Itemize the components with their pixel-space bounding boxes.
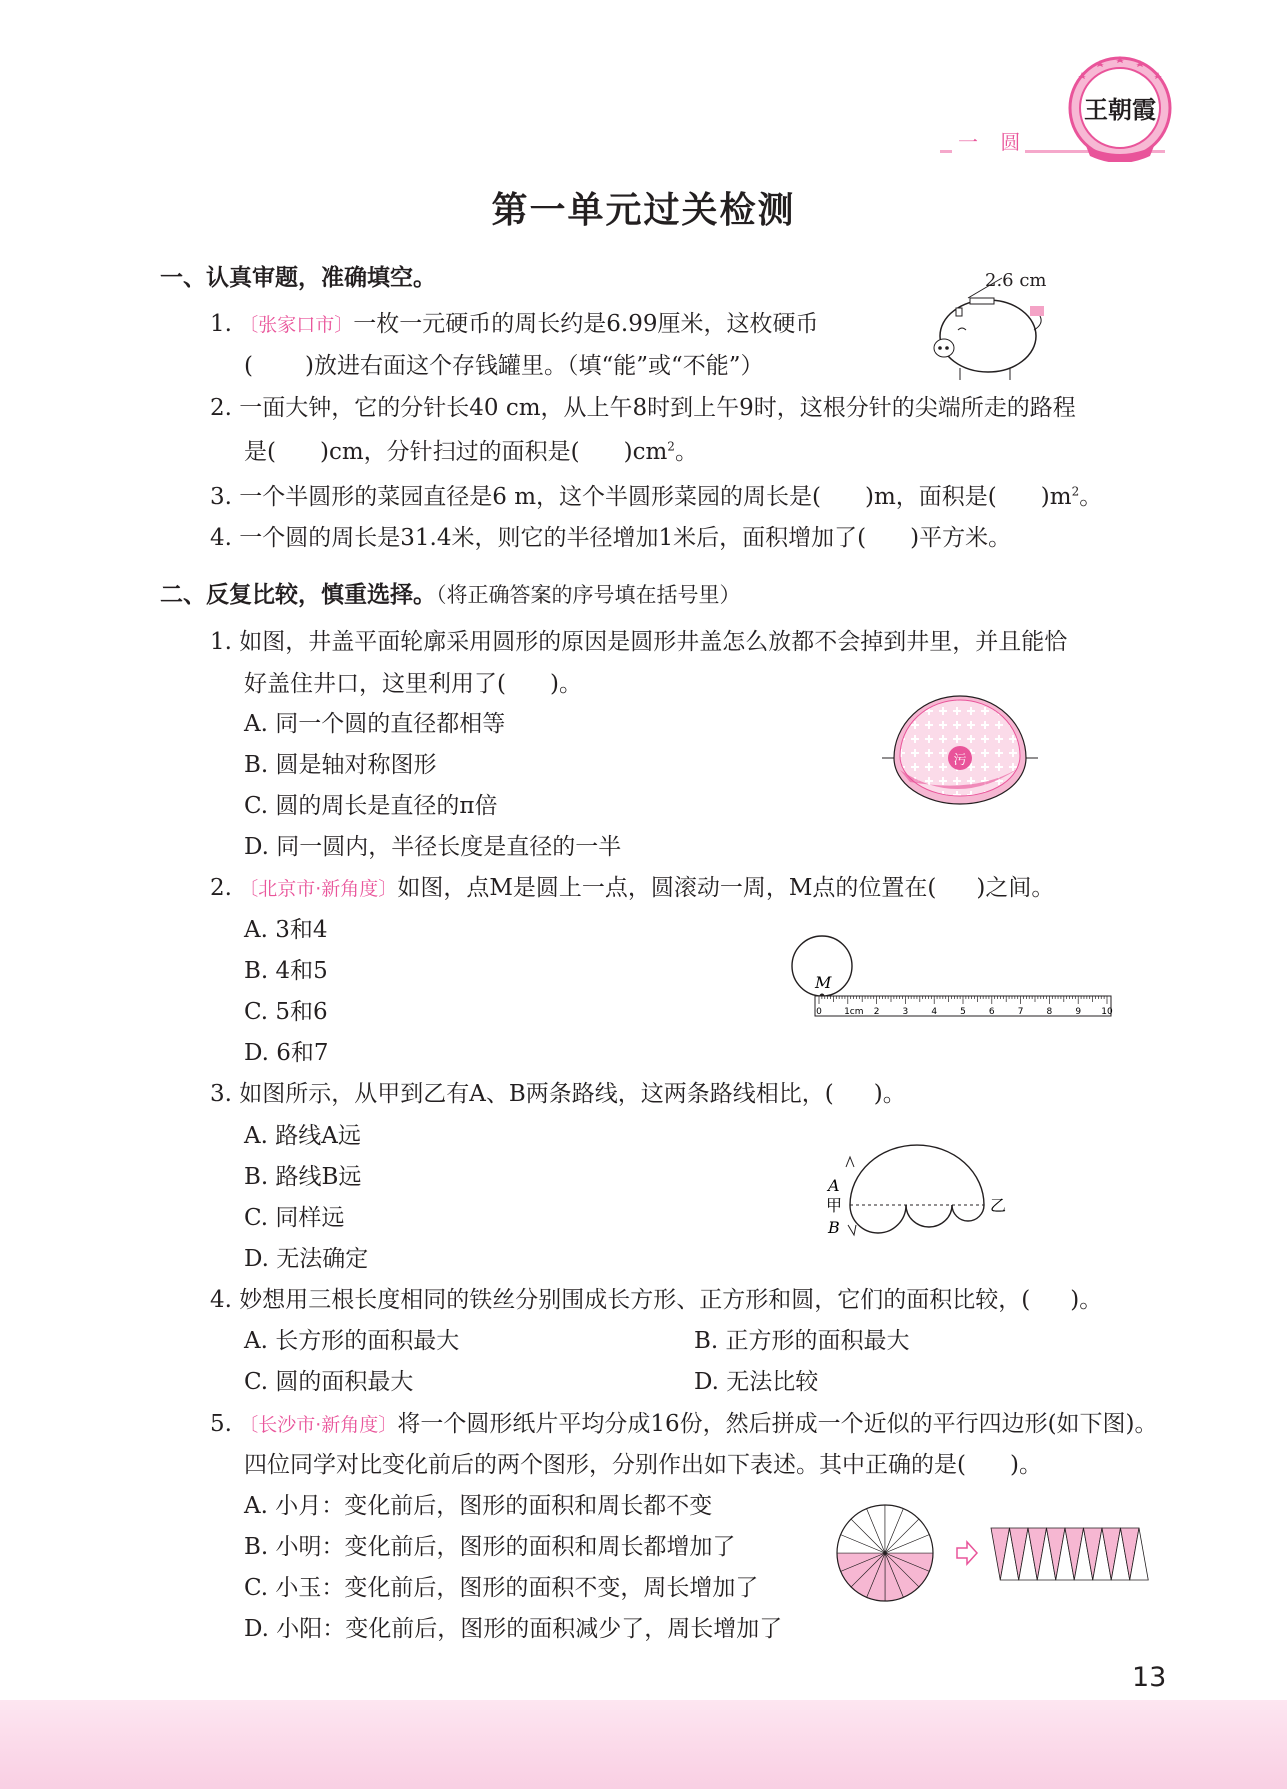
ruler-label: 7 <box>1017 1007 1024 1017</box>
s2-q2-line <box>210 872 1054 905</box>
header-rule-left <box>940 150 952 153</box>
section-2-note: （将正确答案的序号填在括号里） <box>436 583 741 607</box>
s2-q5-tag: 〔长沙市·新角度〕 <box>239 1414 398 1436</box>
s2-q3-line <box>210 1078 906 1110</box>
s1-q2-b: )cm，分针扫过的面积是( <box>319 439 580 465</box>
s1-q2-sup: 2 <box>667 439 675 454</box>
s2-q3-option-c: C. 同样远 <box>244 1205 345 1231</box>
s2-q5-line1 <box>210 1408 1158 1441</box>
route-a-label: A <box>828 1176 840 1195</box>
ruler-label: 3 <box>902 1007 909 1017</box>
s1-q3-line <box>210 481 1102 513</box>
manhole-label: 污 <box>953 753 967 768</box>
s1-q1-text1: 一枚一元硬币的周长约是6.99厘米，这枚硬币 <box>353 311 819 337</box>
s2-q5-b: )。 <box>1009 1452 1042 1478</box>
s2-q1-a: 好盖住井口，这里利用了( <box>244 671 506 697</box>
s2-q2-option-a: A. 3和4 <box>244 917 328 943</box>
s2-q1-num: 1. <box>210 629 232 655</box>
s2-q2-b: )之间。 <box>976 875 1055 901</box>
s2-q2-a: 如图，点M是圆上一点，圆滚动一周，M点的位置在( <box>397 875 937 901</box>
s2-q5-a: 四位同学对比变化前后的两个图形，分别作出如下表述。其中正确的是( <box>244 1452 966 1478</box>
s2-q4-line <box>210 1284 1102 1316</box>
ruler-label: 6 <box>988 1007 995 1017</box>
point-yi-label: 乙 <box>990 1196 1007 1215</box>
s2-q4-num: 4. <box>210 1287 232 1313</box>
ruler-label: 10 <box>1101 1007 1113 1017</box>
section-2-title: 二、反复比较，慎重选择。 <box>160 582 436 608</box>
s2-q4-b: )。 <box>1070 1287 1103 1313</box>
s2-q4-option-d: D. 无法比较 <box>694 1369 819 1395</box>
s1-q2-line1 <box>210 392 1076 424</box>
s2-q3-option-b: B. 路线B远 <box>244 1164 362 1190</box>
s2-q3-a: 如图所示，从甲到乙有A、B两条路线，这两条路线相比，( <box>239 1081 834 1107</box>
s2-q5-text1: 将一个圆形纸片平均分成16份，然后拼成一个近似的平行四边形(如下图)。 <box>397 1411 1158 1437</box>
s2-q5-option-b: B. 小明：变化前后，图形的面积和周长都增加了 <box>244 1534 736 1560</box>
unit-label: 一 圆 <box>958 130 1029 154</box>
point-m-label: M <box>815 973 832 992</box>
s2-q1-option-d: D. 同一圆内，半径长度是直径的一半 <box>244 834 622 860</box>
s2-q5-line2 <box>244 1449 1042 1481</box>
section-1-heading: 一、认真审题，准确填空。 <box>160 265 436 291</box>
ruler-label: 5 <box>960 1007 966 1017</box>
page-number: 13 <box>1132 1662 1167 1693</box>
route-b-label: B <box>828 1218 840 1237</box>
s1-q1-num: 1. <box>210 311 232 337</box>
s2-q1-b: )。 <box>549 671 582 697</box>
ruler-label: 8 <box>1046 1007 1053 1017</box>
s1-q2-end: 。 <box>674 439 698 465</box>
s1-q4-num: 4. <box>210 525 232 551</box>
s1-q3-c: )m <box>1040 484 1072 510</box>
piggy-slot-label: 2.6 cm <box>985 270 1047 291</box>
s1-q4-a: 一个圆的周长是31.4米，则它的半径增加1米后，面积增加了( <box>239 525 867 551</box>
s2-q2-num: 2. <box>210 875 232 901</box>
s2-q5-option-c: C. 小玉：变化前后，图形的面积不变，周长增加了 <box>244 1575 759 1601</box>
s1-q3-b: )m，面积是( <box>865 484 997 510</box>
s2-q3-b: )。 <box>873 1081 906 1107</box>
s2-q2-tag: 〔北京市·新角度〕 <box>239 878 398 900</box>
ruler-label: 4 <box>931 1007 938 1017</box>
logo-text: 王朝霞 <box>1084 95 1156 124</box>
manhole-cover-figure <box>880 690 1040 810</box>
s2-q4-option-b: B. 正方形的面积最大 <box>694 1328 910 1354</box>
s1-q1-line1 <box>210 308 819 341</box>
ruler-label: 9 <box>1075 1007 1082 1017</box>
s1-q2-a: 是( <box>244 439 276 465</box>
s2-q1-text1: 如图，井盖平面轮廓采用圆形的原因是圆形井盖怎么放都不会掉到井里，并且能恰 <box>239 629 1068 655</box>
page-title: 第一单元过关检测 <box>491 190 796 231</box>
s1-q4-line <box>210 522 1011 554</box>
ruler-label: 2 <box>873 1007 880 1017</box>
bottom-decor-band <box>0 1700 1287 1789</box>
s2-q5-option-d: D. 小阳：变化前后，图形的面积减少了，周长增加了 <box>244 1616 783 1642</box>
s1-q3-num: 3. <box>210 484 232 510</box>
s1-q2-text1: 一面大钟，它的分针长40 cm，从上午8时到上午9时，这根分针的尖端所走的路程 <box>239 395 1076 421</box>
section-2-heading <box>160 579 741 611</box>
s2-q4-option-a: A. 长方形的面积最大 <box>244 1328 460 1354</box>
s2-q1-option-b: B. 圆是轴对称图形 <box>244 752 437 778</box>
s2-q2-option-c: C. 5和6 <box>244 999 328 1025</box>
s2-q3-option-d: D. 无法确定 <box>244 1246 369 1272</box>
ruler-label: 1cm <box>844 1007 864 1017</box>
s2-q1-line2 <box>244 668 582 700</box>
point-jia-label: 甲 <box>826 1196 843 1215</box>
s1-q3-sup: 2 <box>1071 484 1080 499</box>
s1-q3-end: 。 <box>1079 484 1103 510</box>
s2-q1-line1 <box>210 626 1067 658</box>
rolling-circle-figure <box>785 930 1135 1030</box>
s1-q2-num: 2. <box>210 395 232 421</box>
s2-q3-num: 3. <box>210 1081 232 1107</box>
publisher-logo <box>1060 52 1180 162</box>
s1-q2-c: )cm <box>623 439 668 465</box>
s1-q1-text2: 放进右面这个存钱罐里。（填“能”或“不能”） <box>313 353 764 379</box>
s1-q2-line2 <box>244 436 698 468</box>
s1-q3-a: 一个半圆形的菜园直径是6 m，这个半圆形菜园的周长是( <box>239 484 821 510</box>
s2-q2-option-b: B. 4和5 <box>244 958 328 984</box>
s1-q1-tag: 〔张家口市〕 <box>239 314 354 336</box>
s2-q4-option-c: C. 圆的面积最大 <box>244 1369 414 1395</box>
s2-q1-option-a: A. 同一个圆的直径都相等 <box>244 711 506 737</box>
s2-q4-a: 妙想用三根长度相同的铁丝分别围成长方形、正方形和圆，它们的面积比较，( <box>239 1287 1031 1313</box>
s2-q5-option-a: A. 小月：变化前后，图形的面积和周长都不变 <box>244 1493 713 1519</box>
s2-q3-option-a: A. 路线A远 <box>244 1123 361 1149</box>
routes-figure <box>820 1125 1020 1245</box>
s2-q5-num: 5. <box>210 1411 232 1437</box>
ruler-label: 0 <box>816 1007 822 1017</box>
s2-q1-option-c: C. 圆的周长是直径的π倍 <box>244 793 498 819</box>
circle-to-parallelogram-figure <box>835 1500 1165 1610</box>
s2-q2-option-d: D. 6和7 <box>244 1040 329 1066</box>
s1-q1-line2: ( )放进右面这个存钱罐里。（填“能”或“不能”） <box>244 353 764 379</box>
s1-q4-b: )平方米。 <box>910 525 1012 551</box>
